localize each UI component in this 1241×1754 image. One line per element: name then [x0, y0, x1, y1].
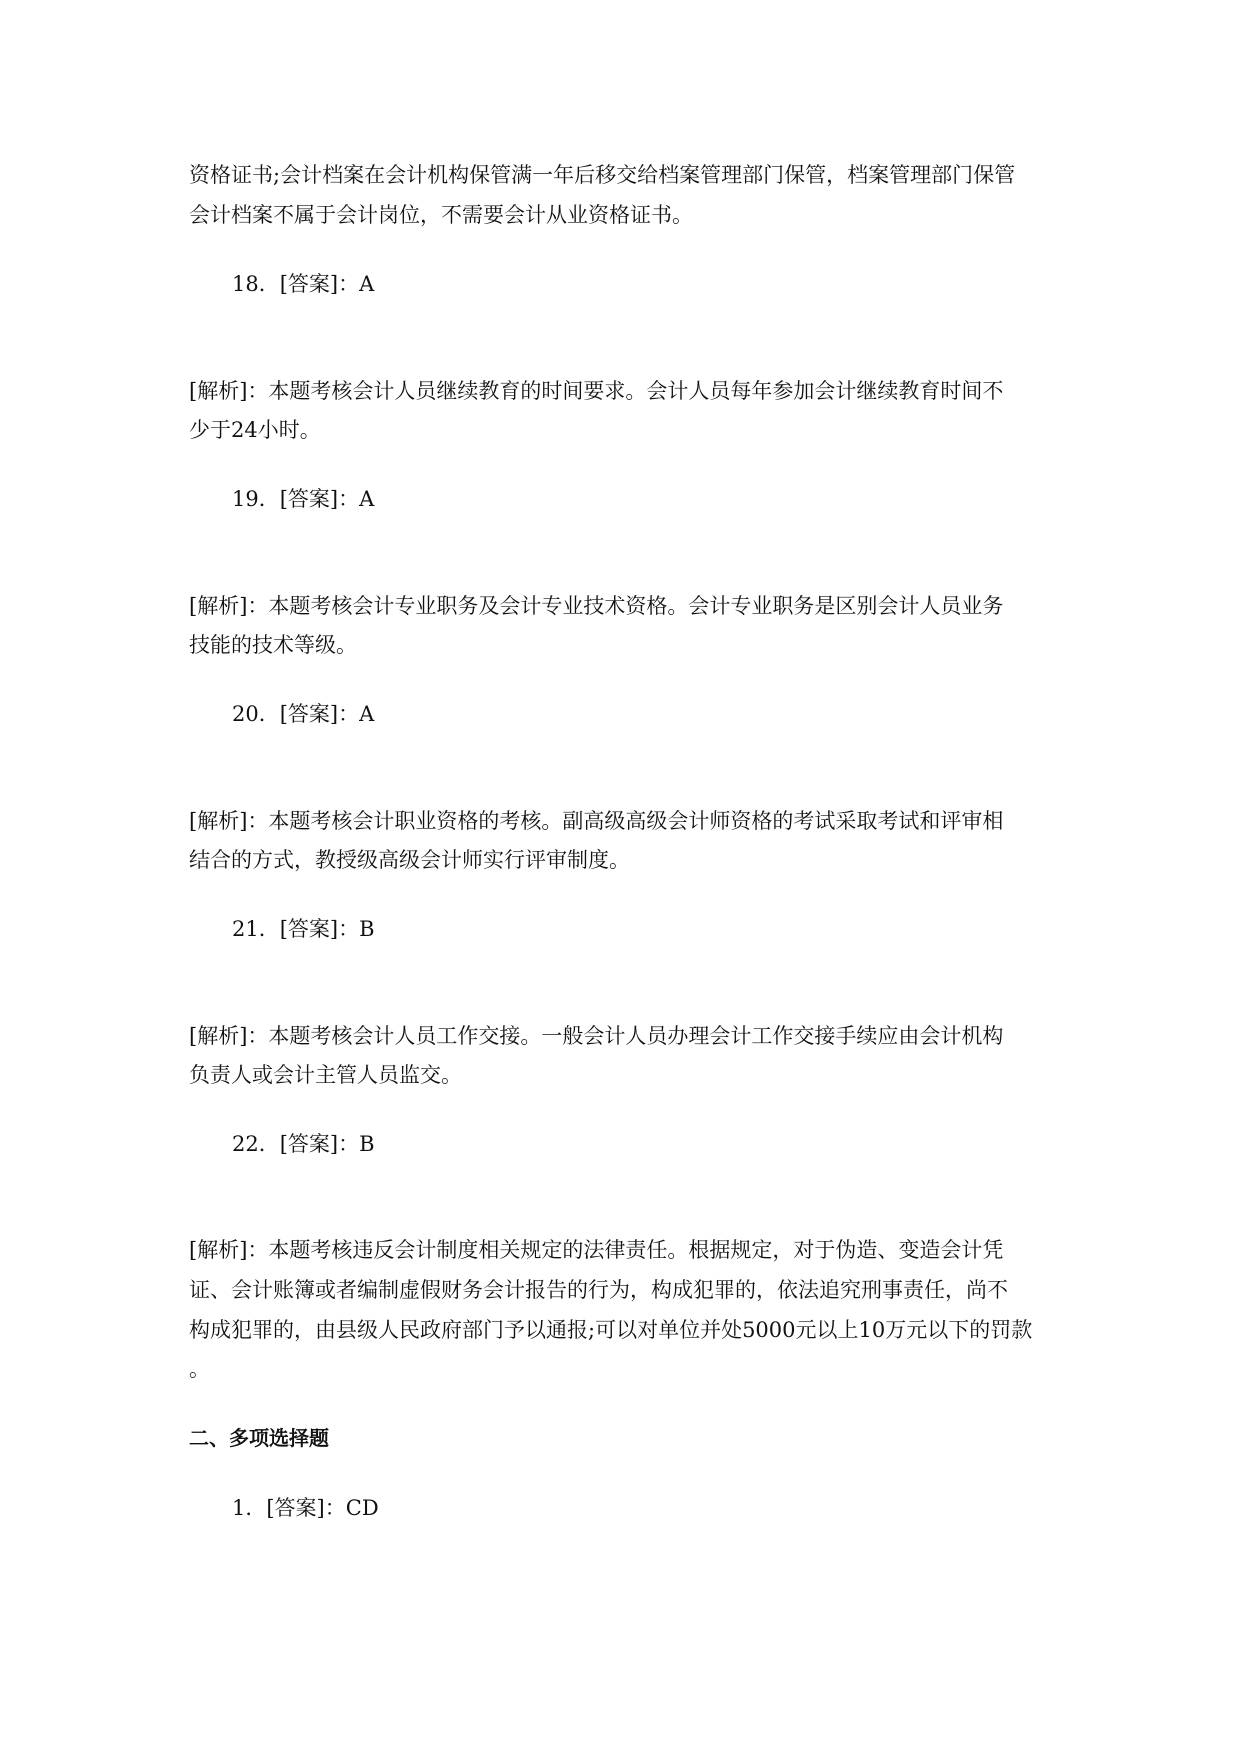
answer-line: 1．[答案]：CD — [232, 1496, 379, 1520]
explanation-line: 会计档案不属于会计岗位，不需要会计从业资格证书。 — [189, 203, 693, 227]
section-heading: 二、多项选择题 — [189, 1426, 329, 1450]
explanation-line: 构成犯罪的，由县级人民政府部门予以通报;可以对单位并处5000元以上10万元以下的罚款 — [189, 1318, 1033, 1342]
answer-line: 20．[答案]：A — [232, 702, 375, 726]
answer-line: 18．[答案]：A — [232, 272, 375, 296]
explanation-line: [解析]：本题考核会计专业职务及会计专业技术资格。会计专业职务是区别会计人员业务 — [189, 594, 1004, 618]
explanation-line: 少于24小时。 — [189, 418, 321, 442]
answer-line: 21．[答案]：B — [232, 917, 375, 941]
explanation-line: [解析]：本题考核会计职业资格的考核。副高级高级会计师资格的考试采取考试和评审相 — [189, 809, 1004, 833]
explanation-line: [解析]：本题考核会计人员继续教育的时间要求。会计人员每年参加会计继续教育时间不 — [189, 379, 1004, 403]
answer-line: 19．[答案]：A — [232, 487, 375, 511]
explanation-line: 负责人或会计主管人员监交。 — [189, 1063, 462, 1087]
explanation-line: [解析]：本题考核会计人员工作交接。一般会计人员办理会计工作交接手续应由会计机构 — [189, 1024, 1004, 1048]
explanation-line: 资格证书;会计档案在会计机构保管满一年后移交给档案管理部门保管，档案管理部门保管 — [189, 163, 1016, 187]
explanation-line: 证、会计账簿或者编制虚假财务会计报告的行为，构成犯罪的，依法追究刑事责任，尚不 — [189, 1278, 1008, 1302]
explanation-line: 。 — [189, 1357, 210, 1381]
explanation-line: 技能的技术等级。 — [189, 633, 357, 657]
explanation-line: [解析]：本题考核违反会计制度相关规定的法律责任。根据规定，对于伪造、变造会计凭 — [189, 1238, 1004, 1262]
answer-line: 22．[答案]：B — [232, 1132, 375, 1156]
explanation-line: 结合的方式，教授级高级会计师实行评审制度。 — [189, 848, 630, 872]
